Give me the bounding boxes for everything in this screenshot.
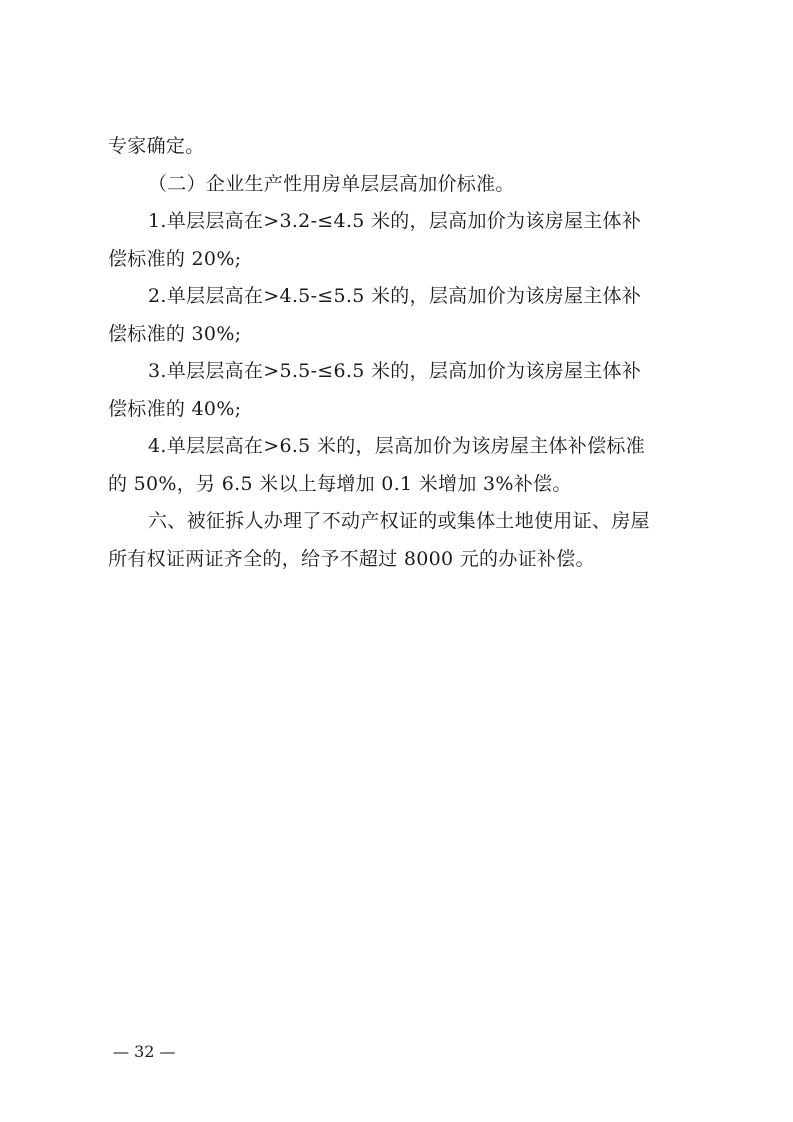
item-1-line-2: 偿标准的 20%; [108,247,242,270]
item-2-line-1: 2.单层层高在>4.5-≤5.5 米的，层高加价为该房屋主体补 [148,285,642,307]
item-3-line-1: 3.单层层高在>5.5-≤6.5 米的，层高加价为该房屋主体补 [148,360,642,382]
text-line-continuation: 专家确定。 [108,135,205,157]
item-3-line-2: 偿标准的 40%; [108,397,242,420]
item-4-line-2: 的 50%，另 6.5 米以上每增加 0.1 米增加 3%补偿。 [108,472,572,495]
item-2-line-2: 偿标准的 30%; [108,322,242,345]
section-heading-2: （二）企业生产性用房单层层高加价标准。 [148,172,515,195]
section-6-line-1: 六、被征拆人办理了不动产权证的或集体土地使用证、房屋 [148,510,650,532]
item-4-line-1: 4.单层层高在>6.5 米的，层高加价为该房屋主体补偿标准 [148,435,646,457]
page-number: — 32 — [113,1042,176,1061]
item-1-line-1: 1.单层层高在>3.2-≤4.5 米的，层高加价为该房屋主体补 [148,210,642,232]
section-6-line-2: 所有权证两证齐全的，给予不超过 8000 元的办证补偿。 [108,547,595,570]
body-text [108,128,698,578]
